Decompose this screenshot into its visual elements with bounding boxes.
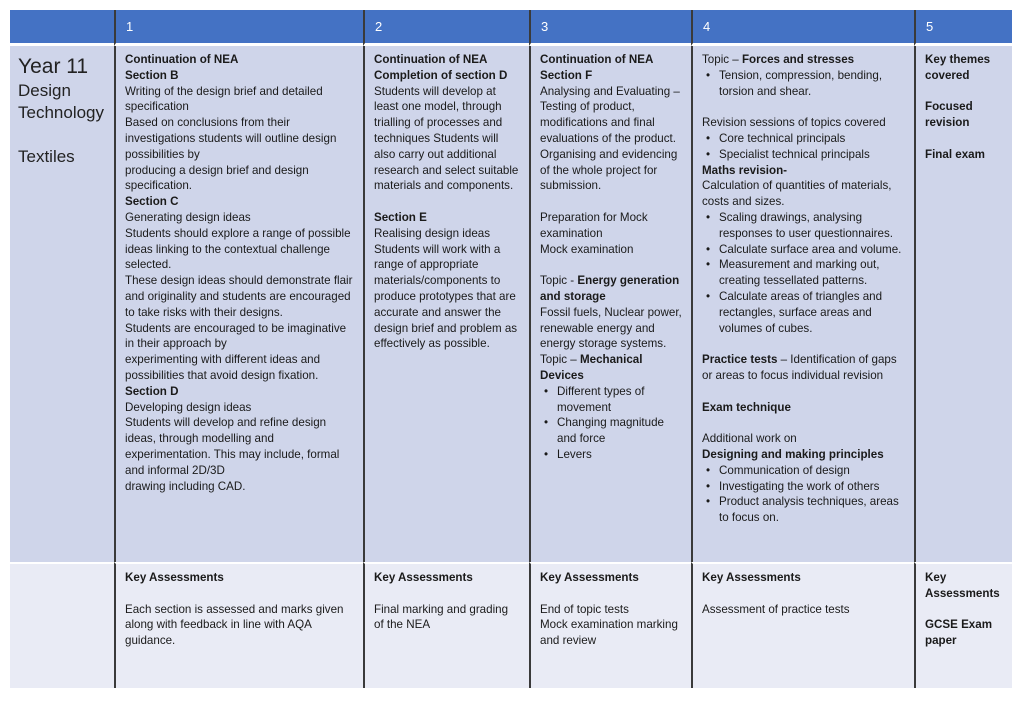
term-4-content [691,46,914,562]
paragraph: experimenting with different ideas and possibilities that avoid design fixation. [125,353,321,382]
topic-prefix: Topic – [702,53,742,66]
subject-line-technology: Technology [18,103,105,122]
header-cell-blank [10,10,114,46]
paragraph [702,352,905,384]
paragraph: Calculation of quantities of materials, costs and sizes. [702,179,892,209]
bullet-list [540,384,682,463]
paragraph: Developing design ideas [125,400,252,414]
subject-label [10,46,114,562]
list-item: • Scaling drawings, analysing responses to user questionnaires. [719,210,905,242]
year-label: Year 11 [18,55,89,78]
assessment-text: Mock examination marking and review [540,618,678,648]
topic-prefix: Topic - [540,274,578,288]
assessment-text: End of topic tests [540,602,629,616]
paragraph: Students will develop at least one model, through trialling of processes and techniques Students will also carry out additional research and select suitable materials and components. [374,84,519,193]
bullet-list [702,68,905,100]
topic-prefix: Topic – [540,353,580,367]
paragraph: drawing including CAD. [125,479,246,493]
bullet-list [702,210,905,336]
heading: Designing and making principles [702,447,884,461]
topic-line [540,273,682,305]
assessment-title: Key Assessments [374,571,473,584]
heading: Continuation of NEA [540,53,654,66]
paragraph: Mock examination [540,242,634,256]
header-term-2: 2 [363,10,529,46]
paragraph: Preparation for Mock examination [540,210,648,240]
list-item: • Core technical principals [719,131,905,147]
list-item: • Calculate surface area and volume. [719,242,905,258]
assessment-term-5 [914,562,1012,688]
heading: Section D [125,384,179,398]
list-item: • Calculate areas of triangles and rectangles, surface areas and volumes of cubes. [719,289,905,336]
paragraph: Testing of product, modifications and final evaluations of the product. [540,100,676,145]
heading: Section B [125,68,179,82]
assessment-label-cell [10,562,114,688]
list-item: • Levers [557,447,682,463]
assessment-term-2 [363,562,529,688]
list-item: • Specialist technical principals [719,147,905,163]
paragraph: Organising and evidencing of the whole project for submission. [540,147,678,193]
topic-line [702,52,905,68]
paragraph: Fossil fuels, Nuclear power, renewable energy and energy storage systems. [540,305,682,351]
paragraph: Realising design ideas [374,226,491,240]
final-exam: Final exam [925,147,985,161]
paragraph: Revision sessions of topics covered [702,116,886,130]
assessment-text: Final marking and grading of the NEA [374,602,509,632]
topic-title: Forces and stresses [741,53,855,66]
header-term-3: 3 [529,10,691,46]
list-item: • Changing magnitude and force [557,415,682,447]
assessment-text: Assessment of practice tests [702,602,850,616]
assessment-term-4 [691,562,914,688]
topic-title: Mechanical Devices [540,353,643,382]
subject-line-textiles: Textiles [18,147,75,166]
assessment-title: Key Assessments [925,571,1000,600]
header-term-1: 1 [114,10,363,46]
topic-title: Energy generation and storage [540,274,680,303]
list-item: • Measurement and marking out, creating tessellated patterns. [719,257,905,289]
bullet-list [702,463,905,526]
paragraph: Additional work on [702,432,797,446]
term-3-content [529,46,691,562]
list-item: • Product analysis techniques, areas to focus on. [719,494,905,526]
practice-tests-text: – Identification of gaps or areas to focus individual revision [702,353,897,382]
curriculum-table [10,10,1012,688]
topic-line [540,352,682,384]
focused-revision: Focused revision [925,100,973,130]
practice-tests-label: Practice tests [702,353,778,367]
list-item: • Communication of design [719,463,905,479]
heading: Continuation of NEA [374,53,488,66]
paragraph: Students should explore a range of possible ideas linking to the contextual challenge selected. [125,226,351,272]
term-2-content [363,46,529,562]
assessment-text: GCSE Exam paper [925,618,993,648]
list-item: • Tension, compression, bending, torsion and shear. [719,68,905,100]
bullet-list [702,131,905,163]
heading: Section C [125,195,179,209]
term-5-content [914,46,1012,562]
assessment-title: Key Assessments [702,571,801,584]
heading: Completion of section D [374,68,508,82]
assessment-term-3 [529,562,691,688]
key-themes: Key themes covered [925,53,991,82]
paragraph: Writing of the design brief and detailed specification [125,84,323,114]
paragraph: These design ideas should demonstrate flair and originality and students are encouraged to take risks with their designs. [125,274,353,319]
paragraph: Students are encouraged to be imaginative in their approach by [125,321,347,351]
paragraph: Based on conclusions from their investigations students will outline design possibilities by [125,116,337,161]
header-term-5: 5 [914,10,1012,46]
paragraph: Generating design ideas [125,210,251,224]
assessment-text: Each section is assessed and marks given along with feedback in line with AQA guidance. [125,602,344,648]
heading: Continuation of NEA [125,53,239,66]
paragraph: Students will develop and refine design ideas, through modelling and experimentation. This may include, formal and informal 2D/3D [125,416,340,477]
assessment-title: Key Assessments [125,571,224,584]
term-1-content [114,46,363,562]
heading: Section E [374,210,427,224]
heading: Section F [540,68,593,82]
heading: Exam technique [702,400,791,414]
assessment-title: Key Assessments [540,571,639,584]
header-term-4: 4 [691,10,914,46]
assessment-term-1 [114,562,363,688]
paragraph: Students will work with a range of appropriate materials/components to produce prototypes that are accurate and answer the design brief and problem as effectively as possible. [374,242,518,351]
paragraph: Analysing and Evaluating – [540,84,680,98]
heading: Maths revision- [702,163,788,177]
list-item: • Investigating the work of others [719,479,905,495]
list-item: • Different types of movement [557,384,682,416]
subject-line-design: Design [18,81,71,100]
paragraph: producing a design brief and design specification. [125,163,309,193]
